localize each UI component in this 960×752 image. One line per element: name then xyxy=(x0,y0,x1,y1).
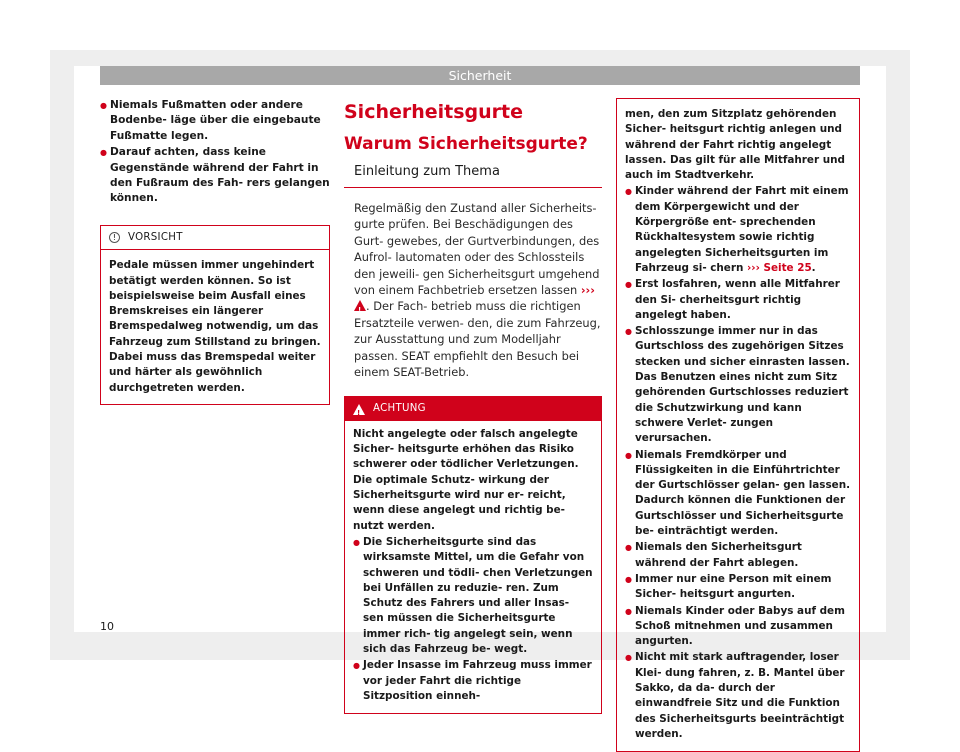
warning-triangle-icon xyxy=(353,404,365,415)
warning-triangle-icon xyxy=(354,300,366,311)
warning-label: ACHTUNG xyxy=(373,403,426,415)
warning-content xyxy=(617,99,859,751)
warning-box xyxy=(344,396,602,714)
intro-paragraph xyxy=(344,200,602,380)
page-reference-link[interactable]: Seite 25 xyxy=(763,261,812,274)
column-left xyxy=(100,98,330,405)
list-item: ● Niemals Fußmatten oder andere Bodenbe- läge über die eingebaute Fußmatte legen. xyxy=(100,98,330,144)
caution-box xyxy=(100,225,330,405)
intro-text-start: Regelmäßig den Zustand aller Sicherheits- gurte prüfen. Bei Beschädigungen des Gurt- gewebes, der Gurtverbindungen, des Aufrol- lautomaten oder des Schlossteils den jeweili- gen Sicherheitsgurt umgehend von einem Fachbetrieb ersetzen lassen xyxy=(354,201,600,298)
warning-intro: Nicht angelegte oder falsch angelegte Sicher- heitsgurte erhöhen das Risiko schwerer oder tödlicher Verletzungen. Die optimale Schutz- wirkung der Sicherheitsgurte wird nur er- reicht, wenn diese angelegt und richtig be- nutzt werden. xyxy=(353,427,579,532)
list-item-end: . xyxy=(811,261,816,274)
list-item: ● Niemals den Sicherheitsgurt während der Fahrt ablegen. xyxy=(625,540,851,571)
warning-header xyxy=(345,397,601,420)
list-item: ● Darauf achten, dass keine Gegenstände während der Fahrt in den Fußraum des Fah- rers gelangen können. xyxy=(100,145,330,207)
section-title: Warum Sicherheitsgurte? xyxy=(344,134,588,154)
warning-box-continued xyxy=(616,98,860,752)
list-item xyxy=(625,184,851,276)
list-item-text: Kinder während der Fahrt mit einem dem Körpergewicht und der Körpergröße ent- sprechenden Rückhaltesystem sowie richtig angelegten Sicherheitsgurten im Fahrzeug si- chern xyxy=(635,185,849,274)
list-item: ● Immer nur eine Person mit einem Sicher- heitsgurt angurten. xyxy=(625,572,851,603)
section-header: Sicherheit xyxy=(100,66,860,85)
caution-text: Pedale müssen immer ungehindert betätigt werden können. So ist beispielsweise beim Ausfall eines Bremskreises ein längerer Bremspedalweg notwendig, um das Fahrzeug zum Stillstand zu bringen. Dabei muss das Bremspedal weiter und härter als gewöhnlich durchgetreten werden. xyxy=(109,259,321,394)
caution-circle-icon: ! xyxy=(109,232,120,243)
column-middle xyxy=(344,98,602,714)
list-item: ● Schlosszunge immer nur in das Gurtschloss des zugehörigen Sitzes stecken und sicher einrasten lassen. Das Benutzen eines nicht zum Sitz gehörenden Gurtschlosses reduziert die Schutzwirkung und kann schwere Verlet- zungen verursachen. xyxy=(625,324,851,446)
list-item: ● Niemals Fremdkörper und Flüssigkeiten in die Einführtrichter der Gurtschlösser gelan- gen lassen. Dadurch können die Funktionen der Gurtschlösser und Sicherheitsgurte be- einträchtigt werden. xyxy=(625,448,851,540)
list-item: ● Nicht mit stark auftragender, loser Klei- dung fahren, z. B. Mantel über Sakko, da da- durch der einwandfreie Sitz und die Funktion des Sicherheitsgurts beeinträchtigt werden. xyxy=(625,650,851,742)
topic-heading: Einleitung zum Thema xyxy=(344,162,602,188)
list-item: ● Erst losfahren, wenn alle Mitfahrer den Si- cherheitsgurt richtig angelegt haben. xyxy=(625,277,851,323)
list-item: ● Jeder Insasse im Fahrzeug muss immer vor jeder Fahrt die richtige Sitzposition einneh- xyxy=(353,658,593,704)
reference-arrows: ››› xyxy=(747,261,760,274)
column-right xyxy=(616,98,860,752)
list-item: ● Niemals Kinder oder Babys auf dem Schoß mitnehmen und zusammen angurten. xyxy=(625,604,851,650)
warning-content xyxy=(345,421,601,713)
caution-header xyxy=(101,226,329,250)
warning-bullet-list xyxy=(353,535,593,704)
chapter-title: Sicherheitsgurte xyxy=(344,101,524,123)
bullet-list xyxy=(100,98,330,207)
warning-bullet-list xyxy=(625,184,851,742)
intro-text-end: . Der Fach- betrieb muss die richtigen Ersatzteile verwen- den, die zum Fahrzeug, zur Ausstattung und zum Modelljahr passen. SEAT empfiehlt den Besuch bei einem SEAT-Betrieb. xyxy=(354,299,601,380)
reference-arrows: ››› xyxy=(580,283,595,298)
warning-continuation: men, den zum Sitzplatz gehörenden Sicher- heitsgurt richtig anlegen und während der Fahrt richtig angelegt lassen. Das gilt für alle Mitfahrer und auch im Stadtverkehr. xyxy=(625,108,845,182)
list-item: ● Die Sicherheitsgurte sind das wirksamste Mittel, um die Gefahr von schweren und tödli- chen Verletzungen bei Unfällen zu reduzie- ren. Zum Schutz des Fahrers und aller Insas- sen müssen die Sicherheitsgurte immer rich- tig angelegt sein, wenn sich das Fahrzeug be- wegt. xyxy=(353,535,593,657)
caution-label: VORSICHT xyxy=(128,231,183,243)
page-number: 10 xyxy=(100,620,114,633)
